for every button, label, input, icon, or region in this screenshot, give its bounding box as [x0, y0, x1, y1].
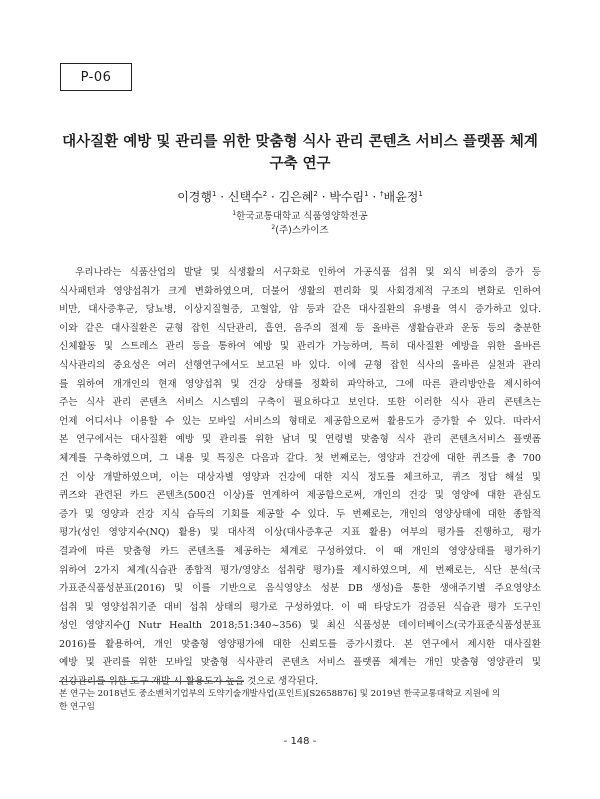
affiliation-line	[55, 224, 545, 238]
body-line: 섭취 및 영양섭취기준 대비 섭취 상태의 평가로 구성하였다. 이 때 타당도가 검증된 식습관 평가 도구인	[59, 601, 541, 613]
title-line: 대사질환 예방 및 관리를 위한 맞춤형 식사 관리 콘텐츠 서비스 플랫폼 체계	[62, 134, 538, 150]
body-line: 가표준식품성분표(2016) 및 이를 기반으로 음식영양소 성분 DB 생성)을 통한 생애주기별 주요영양소	[59, 583, 541, 595]
body-line: 증가 및 영양과 건강 지식 습득의 기회를 제공할 수 있다. 두 번째로는, 개인의 영양상태에 대한 종합적	[59, 508, 541, 520]
body-line: 언제 어디서나 이용할 수 있는 모바일 서비스의 형태로 제공함으로써 활용도가 증가할 수 있다. 따라서	[59, 415, 541, 427]
body-line: 성인 영양지수(J Nutr Health 2018;51:340~356) 및 최신 식품성분 데이터베이스(국가표준식품성분표	[59, 620, 541, 632]
author-name: 김은혜	[278, 190, 314, 204]
body-line: 비만, 대사증후군, 당뇨병, 이상지질혈증, 고혈압, 암 등과 같은 대사질환의 유병율 역시 증가하고 있다.	[59, 304, 541, 316]
footnote	[59, 688, 541, 714]
body-line: 식사관리의 중요성은 여러 선행연구에서도 보고된 바 있다. 이에 균형 잡힌 식사의 올바른 실천과 관리	[59, 359, 541, 371]
affiliation-list	[55, 210, 545, 238]
author-name: 박수림	[329, 190, 365, 204]
body-line: 본 연구에서는 대사질환 예방 및 관리를 위한 남녀 및 연령별 맞춤형 식사 관리 콘텐츠서비스 플랫폼	[59, 434, 541, 446]
body-line: 신체활동 및 스트레스 관리 등을 통하여 예방 및 관리가 가능하며, 특히 대사질환 예방을 위한 올바른	[59, 341, 541, 353]
author-affiliation-mark: 1	[418, 190, 423, 198]
body-line: 평가(성인 영양지수(NQ) 활용) 및 대사적 이상(대사증후군 지표 활용) 여부의 평가를 진행하고, 평가	[59, 527, 541, 539]
author-separator: ·	[317, 190, 330, 204]
author-name: 배윤정	[383, 190, 419, 204]
body-line: 건강관리를 위한 도구 개발 시 활용도가 높을 것으로 생각된다.	[59, 676, 319, 688]
body-line: 우리나라는 식품산업의 발달 및 식생활의 서구화로 인하여 가공식품 섭취 및 외식 비중의 증가 등	[59, 267, 541, 278]
affiliation-mark: 1	[232, 209, 237, 217]
author-name: 신택수	[227, 190, 263, 204]
poster-id-box	[60, 63, 132, 91]
body-line: 위하여 2가지 체계(식습관 종합적 평가/영양소 섭취량 평가)를 제시하였으며, 세 번째로는, 식단 분석(국	[59, 564, 541, 576]
author-affiliation-mark: 1	[212, 190, 217, 198]
affiliation-text: 한국교통대학교 식품영양학전공	[236, 211, 368, 222]
page-number: - 148 -	[283, 736, 317, 747]
author-affiliation-mark: 2	[313, 190, 318, 198]
author-separator: ·	[267, 190, 279, 204]
body-line: 체계를 구축하였으며, 그 내용 및 특징은 다음과 같다. 첫 번째로는, 영양과 건강에 대한 퀴즈를 총 700	[59, 452, 541, 464]
body-line: 예방 및 관리를 위한 모바일 맞춤형 식사관리 콘텐츠 서비스 플랫폼 체계는 개인 맞춤형 영양관리 및	[59, 657, 541, 669]
body-line: 건 이상 개발하였으며, 이는 대상자별 영양과 건강에 대한 지식 정도를 체크하고, 퀴즈 정답 해설 및	[59, 471, 541, 483]
author-separator: ·	[216, 190, 228, 204]
poster-id-label: P-06	[80, 69, 112, 85]
footnote-line: 본 연구는 2018년도 중소벤처기업부의 도약기술개발사업(포인트)[S2658876] 및 2019년 한국교통대학교 지원에 의	[59, 689, 501, 699]
body-line: 2016)를 활용하여, 개인 맞춤형 영양평가에 대한 신뢰도를 증가시켰다. 본 연구에서 제시한 대사질환	[59, 638, 541, 650]
footnote-divider	[59, 681, 244, 682]
footnote-line: 한 연구임	[59, 702, 95, 712]
body-line: 결과에 따른 맞춤형 카드 콘텐츠를 제공하는 체계로 구성하였다. 이 때 개인의 영양상태를 평가하기	[59, 545, 541, 557]
affiliation-text: (주)스카이즈	[275, 225, 329, 236]
abstract-body	[59, 264, 541, 692]
body-line: 퀴즈와 관련된 카드 콘텐츠(500건 이상)를 연계하여 제공함으로써, 개인의 건강 및 영양에 대한 관심도	[59, 490, 541, 502]
body-line: 식사패턴과 영양섭취가 크게 변화하였으며, 더불어 생활의 편리화 및 사회경제적 구조의 변화로 인하여	[59, 285, 541, 297]
author-separator: ·	[368, 190, 381, 204]
body-line: 이와 같은 대사질환은 균형 잡힌 식단관리, 흡연, 음주의 절제 등 올바른 생활습관과 운동 등의 충분한	[59, 322, 541, 334]
body-line: 를 위하여 개개인의 현재 영양섭취 및 건강 상태를 정확히 파악하고, 그에 따른 관리방안을 제시하여	[59, 378, 541, 390]
author-name: 이경행	[177, 190, 212, 204]
corresponding-mark: †	[380, 190, 384, 198]
author-affiliation-mark: 2	[262, 190, 268, 198]
affiliation-mark: 2	[271, 223, 276, 231]
body-line: 주는 식사 관리 콘텐츠 서비스 시스템의 구축이 필요하다고 보인다. 또한 이러한 식사 관리 콘텐츠는	[59, 397, 541, 409]
title-line: 구축 연구	[269, 156, 331, 172]
author-affiliation-mark: 1	[364, 190, 369, 198]
affiliation-line	[55, 210, 545, 224]
author-list	[55, 188, 545, 206]
paper-title	[55, 131, 545, 175]
